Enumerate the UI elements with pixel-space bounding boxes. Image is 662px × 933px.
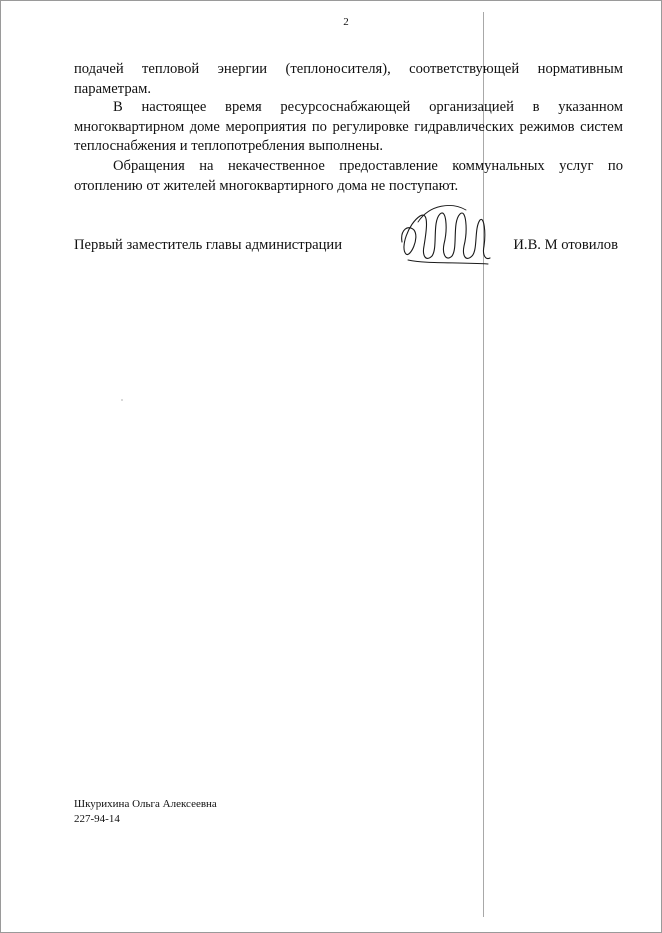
scan-speck bbox=[121, 399, 123, 401]
paragraph-complaints: Обращения на некачественное предоставление коммунальных услуг по отоплению от жителей многоквартирного дома не поступают. bbox=[74, 158, 623, 194]
executor-phone: 227-94-14 bbox=[74, 812, 120, 825]
executor-name: Шкурихина Ольга Алексеевна bbox=[74, 798, 217, 810]
paragraph-continuation: подачей тепловой энергии (теплоносителя), соответствующей нормативным параметрам. bbox=[74, 61, 623, 97]
paragraph-measures: В настоящее время ресурсоснабжающей организацией в указанном многоквартирном доме мероприятия по регулировке гидравлических режимов систем теплоснабжения и теплопотребления выполнены. bbox=[74, 99, 623, 155]
page-number: 2 bbox=[343, 16, 349, 28]
executor-info bbox=[74, 797, 217, 826]
handwritten-signature bbox=[396, 200, 492, 268]
signature-block bbox=[74, 236, 623, 258]
signatory-name: И.В. М отовилов bbox=[513, 237, 618, 253]
signatory-title: Первый заместитель главы администрации bbox=[74, 237, 343, 253]
